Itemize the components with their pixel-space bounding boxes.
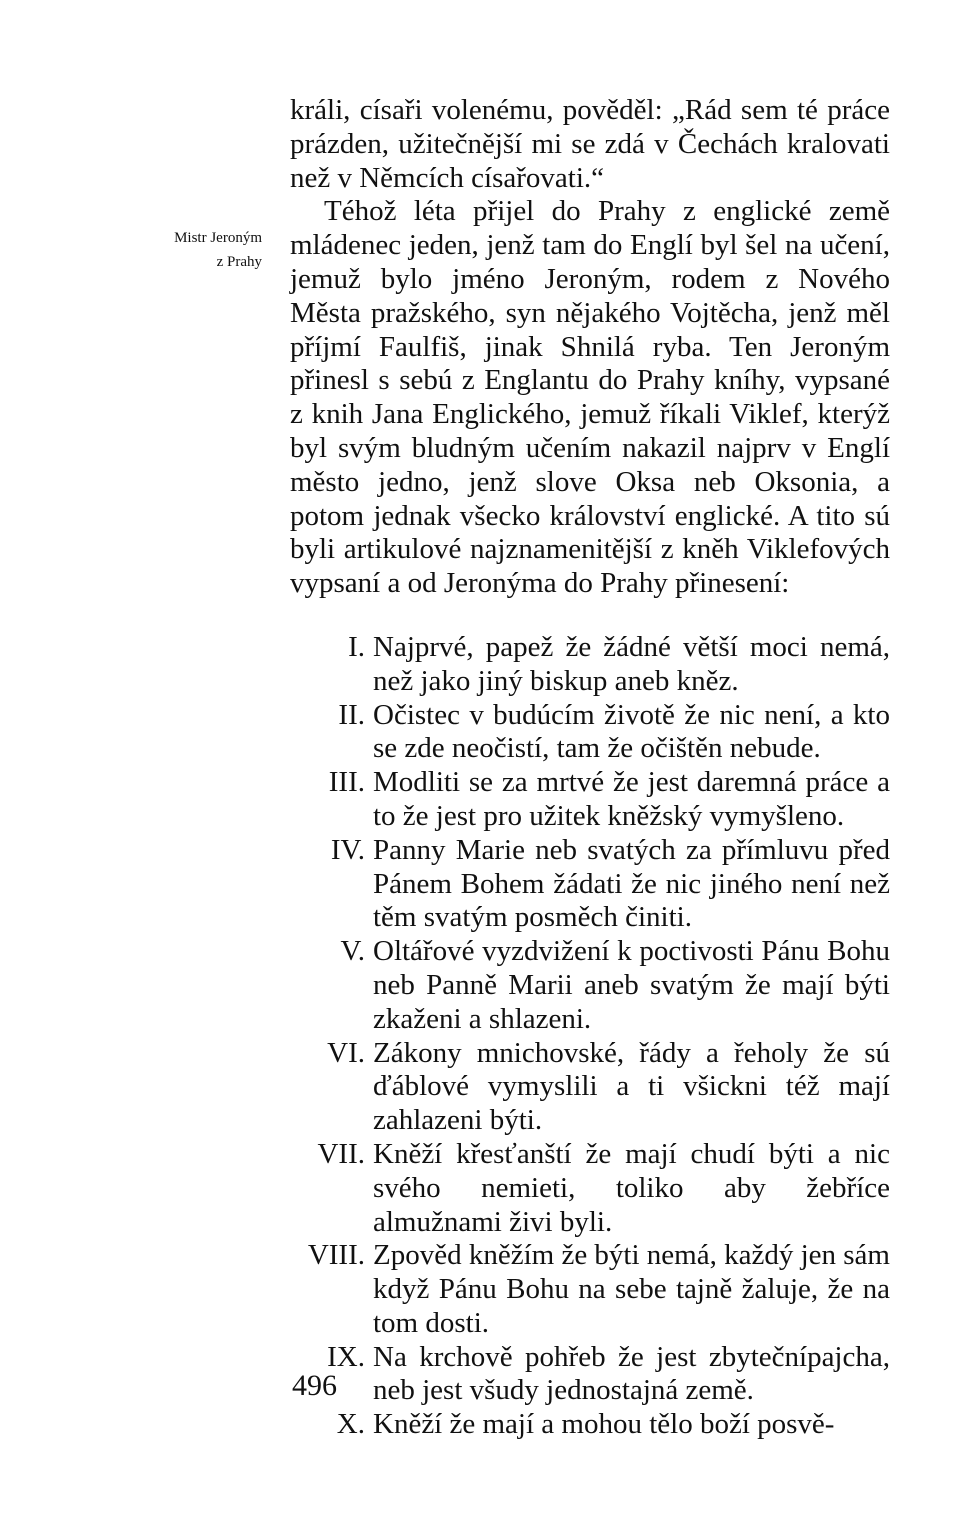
article-numeral: IV. <box>330 833 365 866</box>
article-item <box>290 1138 890 1239</box>
article-item <box>290 935 890 1036</box>
article-item <box>290 1037 890 1138</box>
article-text: Kněží křesťanští že mají chudí býti a nic svého nemieti, toliko aby žebříce almužnami živi byli. <box>373 1137 890 1238</box>
article-item <box>290 1239 890 1340</box>
article-text: Oltářové vyzdvižení k poctivosti Pánu Bohu neb Panně Marii aneb svatým že mají býti zkaženi a shlazeni. <box>373 935 890 1035</box>
page-number: 496 <box>292 1369 337 1402</box>
article-text: Modliti se za mrtvé že jest daremná práce a to že jest pro užitek kněžský vymyšleno. <box>373 766 890 832</box>
article-text: Očistec v budúcím životě že nic není, a kto se zde neočistí, tam že očištěn nebude. <box>373 698 890 765</box>
article-item <box>290 834 890 935</box>
article-numeral: V. <box>340 935 365 968</box>
article-numeral: VII. <box>317 1137 365 1170</box>
article-list <box>290 631 890 1442</box>
body-text <box>290 94 890 1442</box>
paragraph: Téhož léta přijel do Prahy z englické země mládenec jeden, jenž tam do Englí byl šel na učení, jemuž bylo jméno Jeroným, rodem z Nového Města pražského, syn nějakého Vojtěcha, jenž měl příjmí Faulfiš, jinak Shnilá ryba. Ten Jeroným přinesl s sebú z Englantu do Prahy kníhy, vypsané z knih Jana Englického, jemuž říkali Viklef, kterýž byl svým bludným učením nakazil najprv v Englí město jedno, jenž slove Oksa neb Oksonia, a potom jednak všecko království englické. A tito sú byli artikulové najznamenitější z kněh Viklefových vypsaní a od Jeronýma do Prahy přinesení: <box>290 195 890 600</box>
article-item <box>290 699 890 767</box>
article-numeral: III. <box>328 766 365 799</box>
margin-note-line: z Prahy <box>216 254 262 270</box>
article-numeral: IX. <box>327 1340 365 1373</box>
article-text: Zákony mnichovské, řády a řeholy že sú ďáblové vymyslili a ti všickni též mají zahlazeni býti. <box>373 1036 890 1137</box>
article-text: Na krchově pohřeb že jest zbytečnípajcha, neb jest všudy jednostajná země. <box>373 1340 890 1407</box>
article-numeral: X. <box>336 1408 365 1441</box>
article-text: Panny Marie neb svatých za přímluvu před Pánem Bohem žádati že nic jiného není než těm svatým posměch činiti. <box>373 833 890 934</box>
article-item <box>290 631 890 699</box>
article-item <box>290 1341 890 1409</box>
article-text: Zpověd kněžím že býti nemá, každý jen sám když Pánu Bohu na sebe tajně žaluje, že na tom dosti. <box>373 1239 890 1339</box>
margin-note <box>130 226 262 274</box>
article-numeral: I. <box>348 630 365 663</box>
article-numeral: VI. <box>327 1036 365 1069</box>
article-item <box>290 1408 890 1442</box>
paragraph: králi, císaři volenému, pověděl: „Rád sem té práce prázden, užitečnější mi se zdá v Čechách kralovati než v Němcích císařovati.“ <box>290 94 890 194</box>
article-text: Najprvé, papež že žádné větší moci nemá, než jako jiný biskup aneb kněz. <box>373 630 890 697</box>
article-numeral: II. <box>338 698 365 731</box>
article-text: Kněží že mají a mohou tělo boží posvě- <box>373 1408 835 1441</box>
article-item <box>290 766 890 834</box>
margin-note-line: Mistr Jeroným <box>174 230 262 246</box>
article-numeral: VIII. <box>307 1239 365 1272</box>
